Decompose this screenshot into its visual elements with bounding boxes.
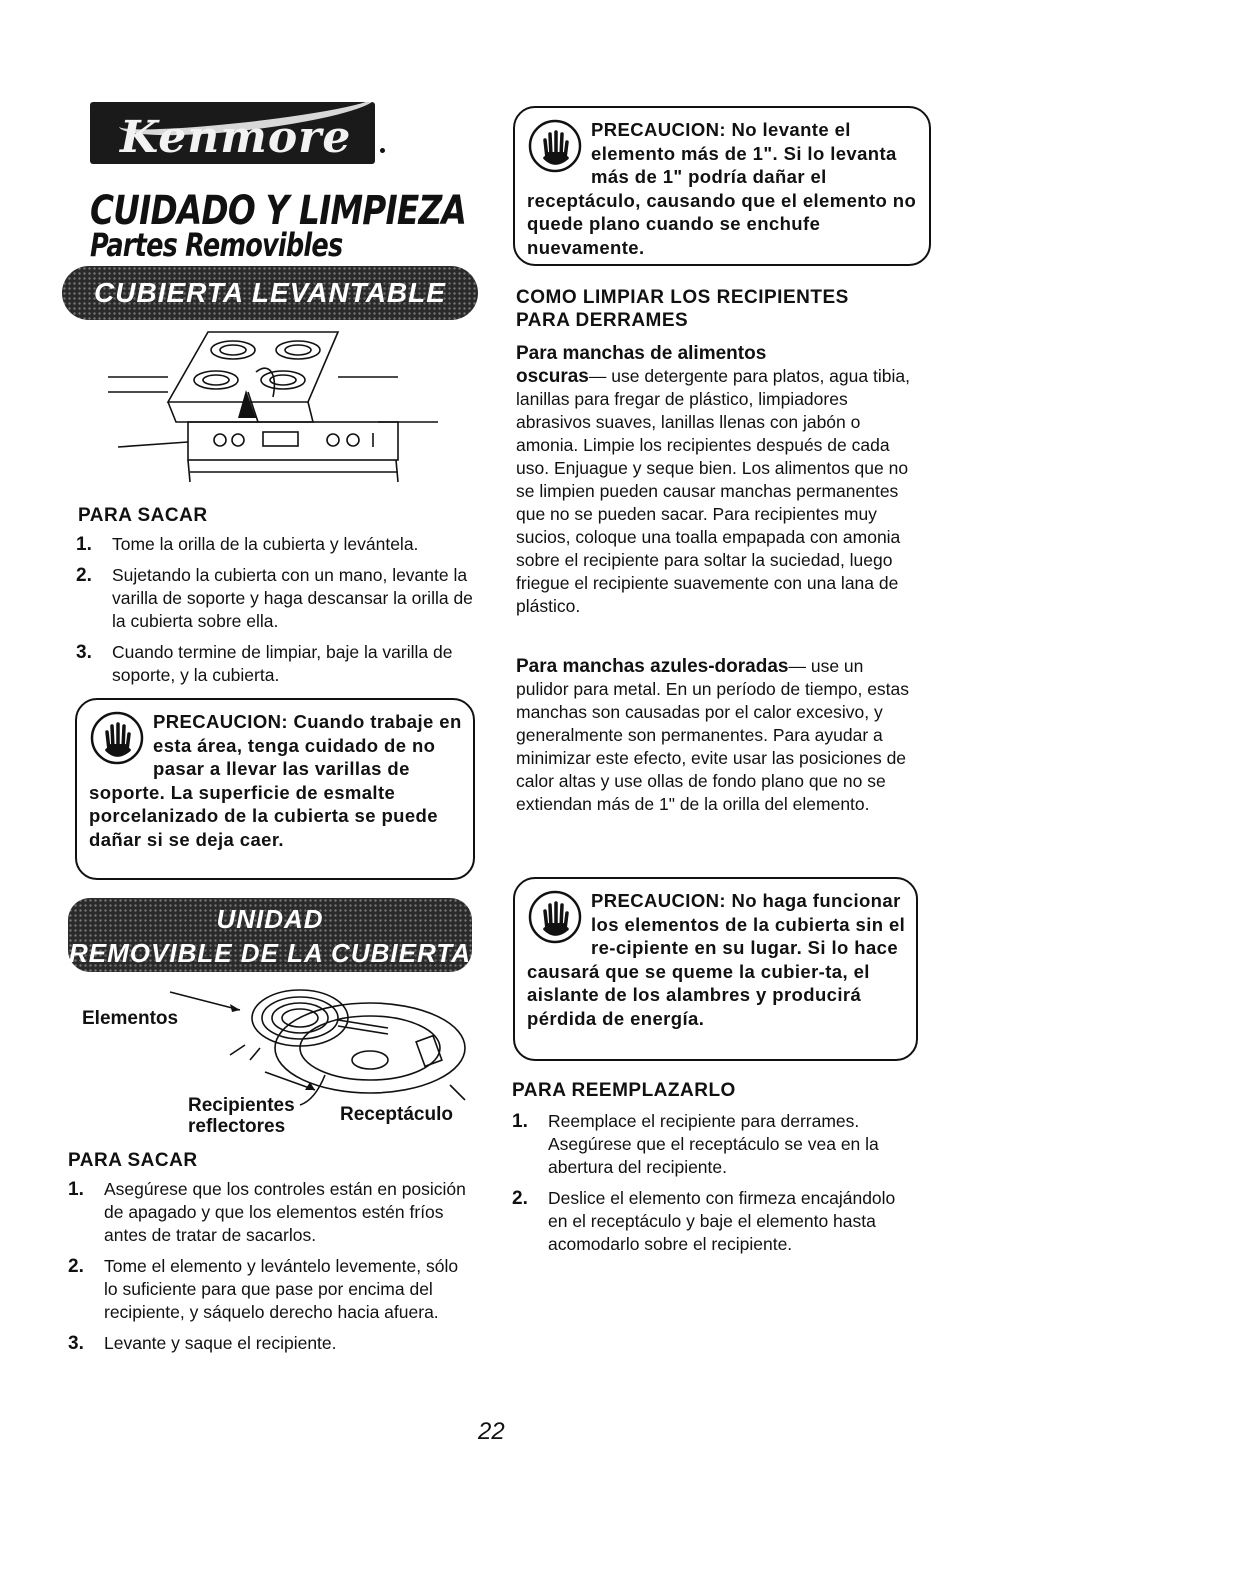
- step-number: 1.: [68, 1179, 84, 1200]
- page-number: 22: [478, 1418, 505, 1445]
- text-manchas-azules: — use un pulidor para metal. En un período de tiempo, estas manchas son causadas por el calor excesivo, y generalmente son permanentes. Para ayudar a minimizar este efecto, evite usar las posiciones de calor altas y use ollas de fondo plano que no se extiendan más de 1" de la orilla del elemento.: [516, 656, 910, 814]
- banner-line-1: UNIDAD: [216, 904, 324, 934]
- step-text: Deslice el elemento con firmeza encajándolo en el receptáculo y baje el elemento hasta acomodarlo sobre el recipiente.: [548, 1188, 896, 1254]
- step-number: 2.: [512, 1188, 528, 1209]
- heading-como-limpiar: COMO LIMPIAR LOS RECIPIENTES: [516, 287, 849, 308]
- caution-box-sin-recipiente: [513, 877, 918, 1061]
- steps-list-sacar-elemento: [64, 1178, 474, 1363]
- label-elementos: Elementos: [82, 1008, 179, 1029]
- kenmore-logo: [90, 102, 375, 164]
- caution-box-levantar-elemento: [513, 106, 931, 266]
- list-item: [508, 1110, 913, 1179]
- list-item: [64, 1332, 474, 1355]
- heading-para-sacar-1: PARA SACAR: [78, 505, 208, 526]
- heading-para-sacar-2: PARA SACAR: [68, 1150, 198, 1171]
- section-banner-cubierta: CUBIERTA LEVANTABLE: [62, 266, 478, 320]
- step-text: Reemplace el recipiente para derrames. Asegúrese que el receptáculo se vea en la abertura del recipiente.: [548, 1111, 879, 1177]
- section-banner-unidad-removible: [68, 898, 472, 972]
- list-item: [72, 641, 477, 687]
- list-item: [64, 1255, 474, 1324]
- paragraph-manchas-azules: [516, 655, 916, 816]
- steps-list-reemplazar: [508, 1110, 913, 1264]
- caution-text: PRECAUCION: Cuando trabaje en esta área, tenga cuidado de no pasar a llevar las varillas de soporte. La superficie de esmalte porcelanizado de la cubierta se puede dañar si se deja caer.: [89, 711, 462, 850]
- caution-text: PRECAUCION: No haga funcionar los elementos de la cubierta sin el re-cipiente en su lugar. Si lo hace causará que se queme la cubier-ta, el aislante de los alambres y producirá pérdida de energía.: [527, 890, 906, 1029]
- step-text: Cuando termine de limpiar, baje la varilla de soporte, y la cubierta.: [112, 642, 453, 685]
- step-text: Tome la orilla de la cubierta y levántela.: [112, 534, 419, 554]
- text-manchas-oscuras: — use detergente para platos, agua tibia, lanillas para fregar de plástico, limpiadores abrasivos suaves, lanillas llenas con jabón o amonia. Limpie los recipientes después de cada uso. Enjuague y seque bien. Los alimentos que no se limpien pueden causar manchas permanentes que no se pueden sacar. Para recipientes muy sucios, coloque una toalla empapada con amonia sobre el recipiente para soltar la suciedad, luego friegue el recipiente suavemente con una lana de plástico.: [516, 366, 910, 616]
- logo-text: Kenmore: [120, 112, 352, 163]
- step-text: Levante y saque el recipiente.: [104, 1333, 337, 1353]
- step-number: 3.: [68, 1333, 84, 1354]
- caution-text: PRECAUCION: No levante el elemento más de 1". Si lo levanta más de 1" podría dañar el receptáculo, causando que el elemento no quede plano cuando se enchufe nuevamente.: [527, 119, 917, 258]
- paragraph-manchas-oscuras: [516, 342, 916, 618]
- label-receptaculo: Receptáculo: [340, 1104, 453, 1125]
- label-recipientes: Recipientes: [188, 1095, 295, 1116]
- logo-trademark-dot: [380, 148, 385, 153]
- stop-hand-icon: [527, 118, 583, 174]
- list-item: [72, 564, 477, 633]
- caution-box-varillas: [75, 698, 475, 880]
- step-number: 2.: [68, 1256, 84, 1277]
- label-reflectores: reflectores: [188, 1116, 286, 1137]
- stop-hand-icon: [527, 889, 583, 945]
- list-item: [508, 1187, 913, 1256]
- step-text: Asegúrese que los controles están en posición de apagado y que los elementos estén fríos antes de tratar de sacarlos.: [104, 1179, 466, 1245]
- stop-hand-icon: [89, 710, 145, 766]
- heading-para-reemplazarlo: PARA REEMPLAZARLO: [512, 1080, 736, 1101]
- step-number: 2.: [76, 565, 92, 586]
- step-number: 1.: [512, 1111, 528, 1132]
- list-item: [64, 1178, 474, 1247]
- heading-para-derrames: PARA DERRAMES: [516, 310, 689, 331]
- steps-list-sacar-cubierta: [72, 533, 477, 695]
- step-number: 1.: [76, 534, 92, 555]
- step-text: Sujetando la cubierta con un mano, levante la varilla de soporte y haga descansar la orilla de la cubierta sobre ella.: [112, 565, 473, 631]
- page-subtitle: Partes Removibles: [90, 226, 343, 264]
- step-number: 3.: [76, 642, 92, 663]
- cooktop-lift-illustration: [108, 322, 458, 498]
- step-text: Tome el elemento y levántelo levemente, sólo lo suficiente para que pase por encima del recipiente, y sáquelo derecho hacia afuera.: [104, 1256, 459, 1322]
- list-item: [72, 533, 477, 556]
- lead-manchas-oscuras: Para manchas de alimentos: [516, 343, 767, 364]
- lead-oscuras: oscuras: [516, 366, 589, 387]
- page-title: CUIDADO Y LIMPIEZA: [90, 188, 467, 234]
- banner-line-2: REMOVIBLE DE LA CUBIERTA: [69, 938, 471, 968]
- lead-manchas-azules: Para manchas azules-doradas: [516, 656, 789, 677]
